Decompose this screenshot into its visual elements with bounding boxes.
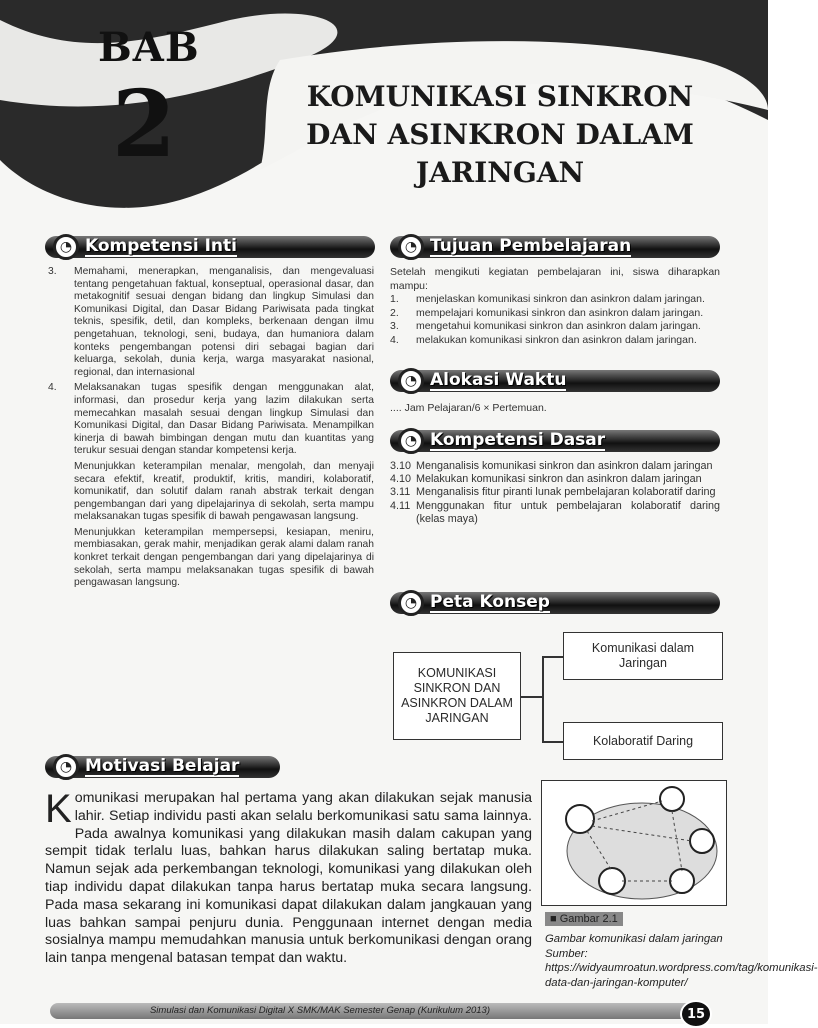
item-text: Menunjukkan keterampilan mempersepsi, kesiapan, meniru, membiasakan, gerak mahir, menjadikan gerak alami dalam ranah konkret terkait dengan pengembangan dari yang dipelajarinya di sekolah, serta mampu melaksanakan tugas spesifik di bawah pengawasan langsung.	[74, 526, 374, 589]
list-item	[48, 382, 374, 458]
title-line: KOMUNIKASI SINKRON	[306, 80, 694, 113]
figure-communication-network	[541, 780, 727, 906]
section-title: Kompetensi Inti	[85, 236, 237, 256]
item-text: Menunjukkan keterampilan menalar, mengolah, dan menyaji secara efektif, kreatif, produktif, kritis, mandiri, kolaboratif, komunikatif, dan solutif dalam ranah abstrak terkait dengan pengembangan dari yang dipelajarinya di sekolah, serta mampu melaksanakan tugas spesifik di bawah pengawasan langsung.	[74, 460, 374, 523]
section-header-tujuan	[390, 236, 720, 258]
motivasi-text: omunikasi merupakan hal pertama yang akan dilakukan sejak manusia lahir. Setiap individu pasti akan selalu berkomunikasi satu sama lainnya. Pada awalnya komunikasi yang dilakukan masih dalam cakupan yang sempit tidak terlalu luas, bahkan harus dilakukan saling bertatap muka. Namun sejak ada perkembangan teknologi, komunikasi yang dilakukan oleh tiap individu dapat dilakukan tanpa harus bertatap muka secara langsung. Pada masa sekarang ini komunikasi dapat dilakukan dalam jangkauan yang luas bahkan sampai penjuru dunia. Penggunaan internet dengan media sosialnya mampu memudahkan manusia untuk berkomunikasi dengan orang lain tanpa mengenal batasan tempat dan waktu.	[45, 790, 532, 967]
globe-icon: ◔	[53, 754, 79, 780]
page-footer: Simulasi dan Komunikasi Digital X SMK/MAK Semester Genap (Kurikulum 2013)	[50, 1003, 700, 1019]
list-item	[390, 293, 720, 307]
section-header-kompetensi-inti	[45, 236, 375, 258]
item-number: 4.	[48, 382, 57, 394]
chapter-number: 2	[112, 70, 177, 178]
item-number: 4.11	[390, 499, 411, 512]
connector-line	[542, 741, 564, 743]
globe-icon: ◔	[398, 234, 424, 260]
globe-icon: ◔	[53, 234, 79, 260]
chapter-label: BAB	[98, 24, 200, 71]
list-item	[390, 320, 720, 334]
item-text: Memahami, menerapkan, menganalisis, dan mengevaluasi tentang pengetahuan faktual, konseptual, operasional dasar, dan metakognitif sesuai dengan bidang dan lingkup Simulasi dan Komunikasi Digital, dan Dasar Bidang Pariwisata pada tingkat teknis, spesifik, detil, dan kompleks, berkenaan dengan ilmu pengetahuan, teknologi, seni, budaya, dan humaniora dalam konteks pengembangan potensi diri sebagai bagian dari keluarga, sekolah, dunia kerja, warga masyarakat nasional, regional, dan internasional	[74, 266, 374, 378]
item-text: Menganalisis komunikasi sinkron dan asinkron dalam jaringan	[416, 460, 713, 472]
chapter-title	[300, 78, 700, 192]
drop-cap: K	[45, 787, 72, 831]
connector-line	[521, 696, 543, 698]
item-number: 1.	[390, 293, 399, 306]
section-header-kompetensi-dasar	[390, 430, 720, 452]
figure-label: ■ Gambar 2.1	[545, 912, 623, 926]
item-text: Menganalisis fitur piranti lunak pembelajaran kolaboratif daring	[416, 486, 716, 499]
section-title: Alokasi Waktu	[430, 370, 567, 390]
section-title: Motivasi Belajar	[85, 756, 240, 776]
list-item	[390, 500, 720, 526]
item-number	[48, 461, 74, 524]
item-number: 3.11	[390, 486, 411, 499]
list-item	[48, 527, 374, 590]
concept-map-branch-2: Kolaboratif Daring	[563, 722, 723, 760]
item-text: Melakukan komunikasi sinkron dan asinkron dalam jaringan	[416, 473, 702, 486]
section-title: Peta Konsep	[430, 592, 550, 612]
network-people-illustration	[542, 781, 726, 905]
figure-label-text: Gambar 2.1	[559, 913, 618, 925]
item-number: 3.	[390, 320, 399, 333]
motivasi-paragraph	[45, 787, 532, 968]
caption-text: Gambar komunikasi dalam jaringan	[545, 933, 723, 945]
item-text: mengetahui komunikasi sinkron dan asinkron dalam jaringan.	[416, 320, 701, 333]
section-title: Tujuan Pembelajaran	[430, 236, 632, 256]
section-header-motivasi	[45, 756, 280, 778]
figure-caption	[545, 932, 818, 990]
item-text: mempelajari komunikasi sinkron dan asinkron dalam jaringan.	[416, 306, 704, 319]
caption-source: Sumber: https://widyaumroatun.wordpress.com/tag/komunikasi-data-dan-jaringan-komputer/	[545, 947, 818, 989]
list-item	[390, 486, 720, 499]
section-header-alokasi	[390, 370, 720, 392]
list-item	[48, 461, 374, 524]
item-number: 3.10	[390, 460, 412, 472]
item-number: 2.	[390, 306, 399, 319]
list-item	[48, 266, 374, 379]
list-item	[390, 334, 720, 348]
item-number: 3.	[48, 266, 57, 277]
list-item	[390, 307, 720, 321]
item-text: menjelaskan komunikasi sinkron dan asinkron dalam jaringan.	[416, 293, 705, 306]
connector-line	[542, 656, 564, 658]
list-item	[390, 473, 720, 486]
section-header-peta	[390, 592, 720, 614]
item-number: 4.10	[390, 473, 412, 486]
concept-map-center: KOMUNIKASI SINKRON DAN ASINKRON DALAM JARINGAN	[393, 652, 521, 740]
kompetensi-dasar-list	[390, 460, 720, 526]
kompetensi-inti-list	[48, 266, 374, 590]
list-item	[390, 460, 720, 473]
tujuan-intro: Setelah mengikuti kegiatan pembelajaran ini, siswa diharapkan mampu:	[390, 266, 720, 292]
concept-map-branch-1: Komunikasi dalam Jaringan	[563, 632, 723, 680]
alokasi-text: .... Jam Pelajaran/6 × Pertemuan.	[390, 402, 547, 414]
page-number: 15	[680, 1000, 712, 1028]
tujuan-content	[390, 266, 720, 348]
item-text: Melaksanakan tugas spesifik dengan menggunakan alat, informasi, dan prosedur kerja yang lazim dilakukan serta memecahkan masalah sesuai dengan lingkup Simulasi dan Komunikasi Digital, dan Dasar Bidang Pariwisata. Menampilkan kinerja di bawah bimbingan dengan mutu dan kuantitas yang terukur sesuai dengan standar kompetensi kerja.	[74, 382, 374, 457]
globe-icon: ◔	[398, 368, 424, 394]
title-line: DAN ASINKRON DALAM	[306, 118, 694, 151]
item-text: melakukan komunikasi sinkron dan asinkron dalam jaringan.	[416, 333, 697, 346]
connector-line	[542, 656, 544, 742]
section-title: Kompetensi Dasar	[430, 430, 606, 450]
item-text: Menggunakan fitur untuk pembelajaran kolaboratif daring (kelas maya)	[416, 499, 720, 525]
item-number: 4.	[390, 333, 399, 346]
globe-icon: ◔	[398, 428, 424, 454]
item-number	[48, 527, 74, 590]
globe-icon: ◔	[398, 590, 424, 616]
title-line: JARINGAN	[415, 156, 585, 189]
